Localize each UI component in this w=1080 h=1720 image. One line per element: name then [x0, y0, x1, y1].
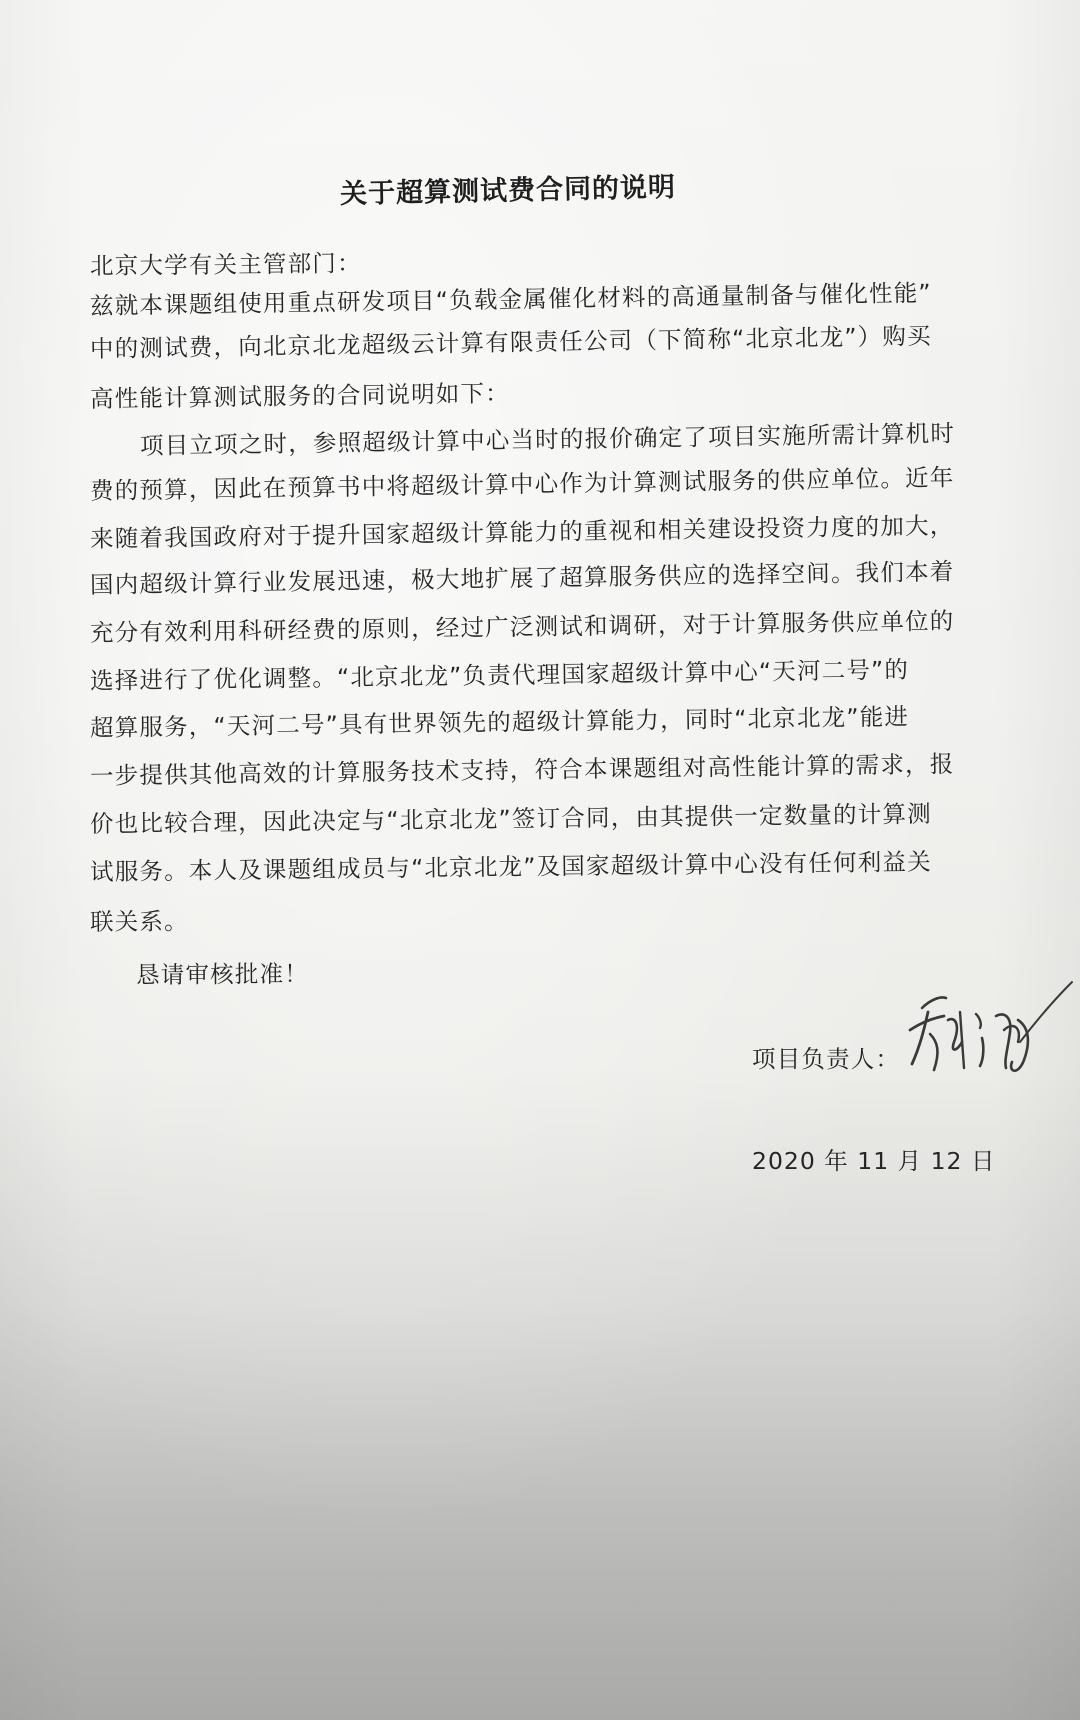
closing-request: 恳请审核批准！	[135, 959, 310, 989]
body-line: 国内超级计算行业发展迅速，极大地扩展了超算服务供应的选择空间。我们本着	[89, 557, 955, 599]
document-date: 2020 年 11 月 12 日	[752, 1147, 996, 1175]
body-line: 项目立项之时，参照超级计算中心当时的报价确定了项目实施所需计算机时	[139, 419, 956, 460]
body-line: 充分有效利用科研经费的原则，经过广泛测试和调研，对于计算服务供应单位的	[89, 606, 955, 647]
body-line: 超算服务，“天河二号”具有世界领先的超级计算能力，同时“北京北龙”能进	[89, 702, 910, 742]
handwritten-signature	[900, 972, 1075, 1092]
salutation: 北京大学有关主管部门：	[89, 249, 362, 280]
body-line: 高性能计算测试服务的合同说明如下：	[89, 379, 511, 413]
body-line: 费的预算，因此在预算书中将超级计算中心作为计算测试服务的供应单位。近年	[89, 463, 955, 505]
document-title: 关于超算测试费合同的说明	[339, 171, 677, 210]
body-line: 联关系。	[89, 907, 189, 936]
body-line: 中的测试费，向北京北龙超级云计算有限责任公司（下简称“北京北龙”）购买	[89, 321, 933, 363]
body-line: 一步提供其他高效的计算服务技术支持，符合本课题组对高性能计算的需求，报	[89, 749, 955, 790]
body-line: 来随着我国政府对于提升国家超级计算能力的重视和相关建设投资力度的加大，	[89, 511, 955, 553]
body-line: 兹就本课题组使用重点研发项目“负载金属催化材料的高通量制备与催化性能”	[89, 278, 933, 320]
signature-label: 项目负责人：	[752, 1045, 901, 1073]
body-line: 试服务。本人及课题组成员与“北京北龙”及国家超级计算中心没有任何利益关	[89, 847, 932, 886]
body-line: 价也比较合理，因此决定与“北京北龙”签订合同，由其提供一定数量的计算测	[89, 799, 932, 838]
body-line: 选择进行了优化调整。“北京北龙”负责代理国家超级计算中心“天河二号”的	[89, 655, 910, 695]
